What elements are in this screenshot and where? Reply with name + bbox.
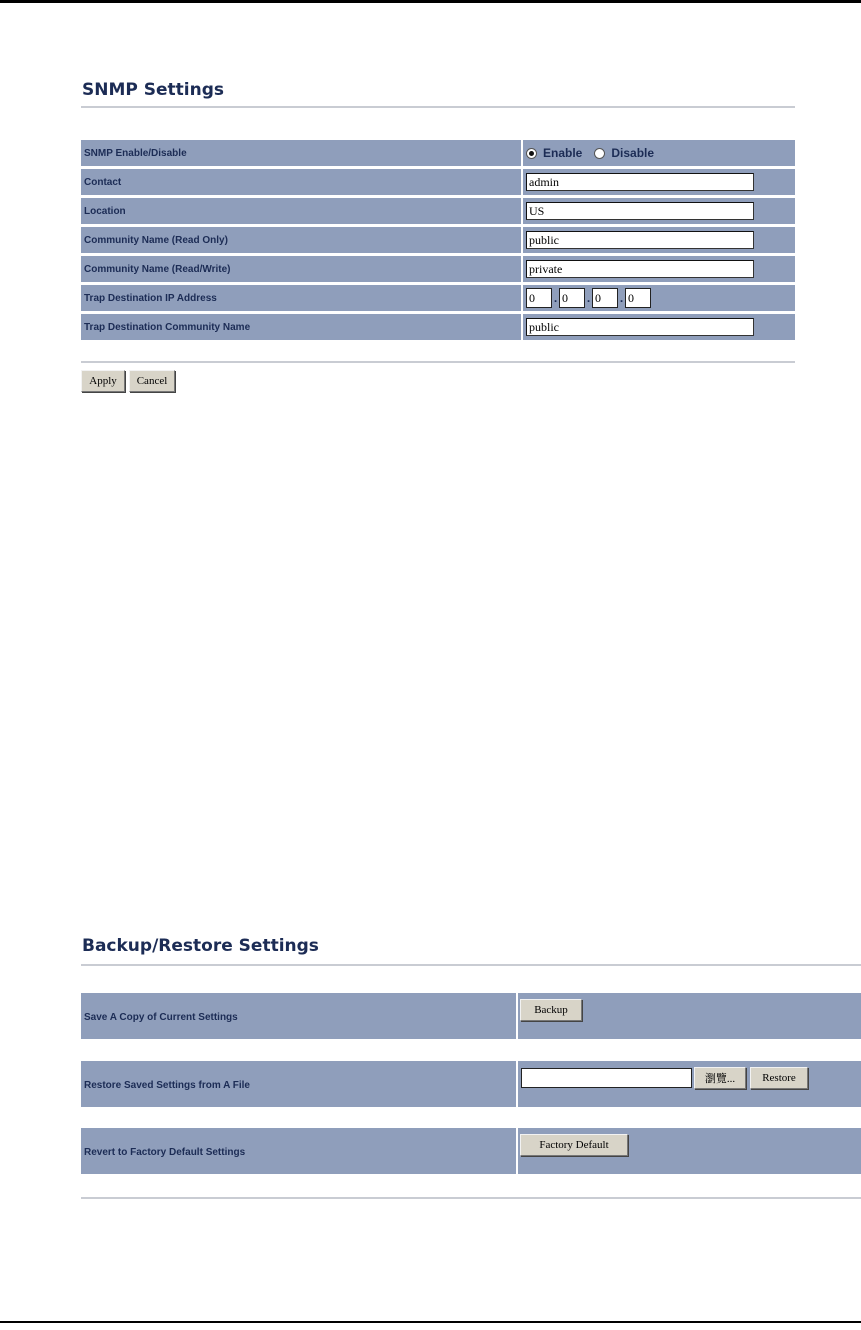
ip-separator: . — [619, 291, 624, 305]
community-read-only-label: Community Name (Read Only) — [81, 227, 523, 253]
contact-label: Contact — [81, 169, 523, 195]
contact-input[interactable] — [526, 173, 754, 191]
snmp-footer-divider — [81, 361, 795, 363]
browse-button[interactable]: 瀏覽... — [694, 1067, 746, 1089]
community-read-only-row — [81, 227, 795, 256]
snmp-enable-row — [81, 140, 795, 169]
community-read-write-input[interactable] — [526, 260, 754, 278]
backup-title-divider — [81, 964, 861, 966]
trap-ip-octet-1[interactable] — [526, 288, 552, 308]
backup-footer-divider — [81, 1197, 861, 1199]
trap-ip-row — [81, 285, 795, 314]
backup-button[interactable]: Backup — [520, 999, 582, 1021]
snmp-enable-radio[interactable] — [526, 148, 537, 159]
trap-community-input[interactable] — [526, 318, 754, 336]
backup-restore-title: Backup/Restore Settings — [82, 936, 319, 956]
factory-default-button[interactable]: Factory Default — [520, 1134, 628, 1156]
restore-settings-label: Restore Saved Settings from A File — [81, 1061, 518, 1107]
location-label: Location — [81, 198, 523, 224]
location-row — [81, 198, 795, 227]
save-settings-label: Save A Copy of Current Settings — [81, 993, 518, 1039]
trap-ip-octet-4[interactable] — [625, 288, 651, 308]
snmp-enable-label: SNMP Enable/Disable — [81, 140, 523, 166]
apply-button[interactable]: Apply — [81, 370, 125, 392]
snmp-title-divider — [81, 106, 795, 108]
factory-default-row — [81, 1128, 861, 1174]
snmp-settings-title: SNMP Settings — [82, 80, 225, 100]
snmp-disable-radio[interactable] — [594, 148, 605, 159]
snmp-settings-table — [81, 140, 795, 343]
factory-default-label: Revert to Factory Default Settings — [81, 1128, 518, 1174]
top-rule — [0, 0, 861, 3]
trap-community-label: Trap Destination Community Name — [81, 314, 523, 340]
cancel-button[interactable]: Cancel — [129, 370, 175, 392]
contact-row — [81, 169, 795, 198]
radio-selected-dot — [529, 151, 534, 156]
community-read-write-label: Community Name (Read/Write) — [81, 256, 523, 282]
trap-ip-label: Trap Destination IP Address — [81, 285, 523, 311]
save-settings-row — [81, 993, 861, 1039]
location-input[interactable] — [526, 202, 754, 220]
community-read-only-input[interactable] — [526, 231, 754, 249]
restore-button[interactable]: Restore — [750, 1067, 808, 1089]
community-read-write-row — [81, 256, 795, 285]
ip-separator: . — [586, 291, 591, 305]
trap-ip-octet-3[interactable] — [592, 288, 618, 308]
trap-ip-octet-2[interactable] — [559, 288, 585, 308]
ip-separator: . — [553, 291, 558, 305]
snmp-enable-radio-label: Enable — [543, 146, 583, 160]
restore-file-input[interactable] — [521, 1068, 692, 1088]
restore-settings-row — [81, 1061, 861, 1107]
snmp-disable-radio-label: Disable — [611, 146, 655, 160]
trap-community-row — [81, 314, 795, 343]
bottom-rule — [0, 1321, 861, 1323]
